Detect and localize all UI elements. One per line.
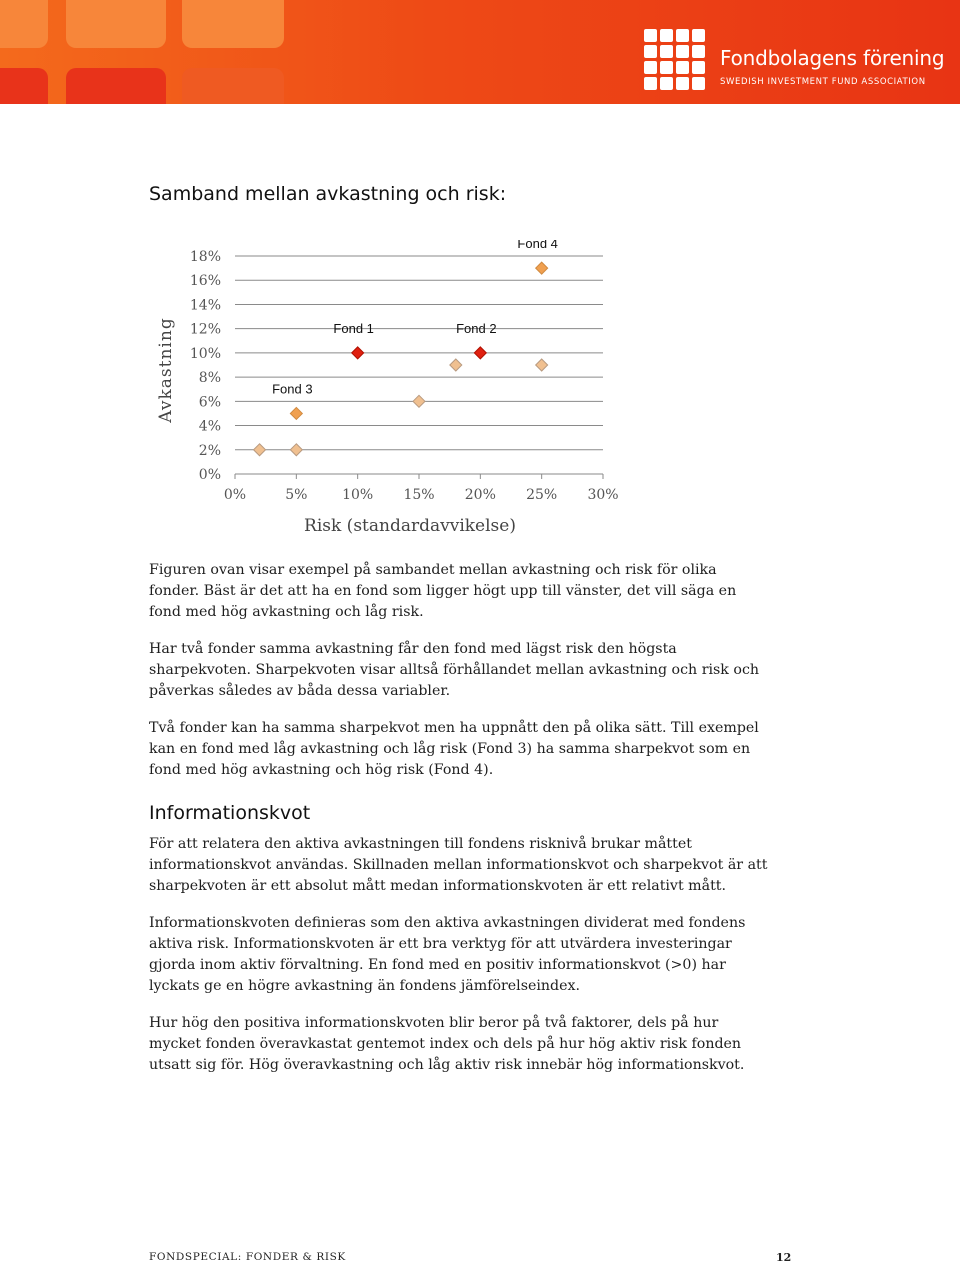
data-label: Fond 1 — [333, 320, 374, 336]
logo-square — [692, 45, 705, 58]
y-tick-label: 14% — [189, 297, 221, 314]
data-point — [536, 262, 548, 274]
logo-square — [660, 29, 673, 42]
y-tick-label: 16% — [189, 273, 221, 290]
y-tick-label: 18% — [189, 249, 221, 265]
data-point — [290, 407, 302, 419]
paragraph: Informationskvoten definieras som den aktiva avkastningen dividerat med fondens aktiva risk. Informationskvoten är ett bra verktyg för att utvärdera investeringar gjorda inom aktiv förvaltning. En fond med en positiv informationskvot (>0) har lyckats ge en högre avkastning än fondens jämförelseindex. — [149, 915, 746, 994]
header-banner — [0, 0, 960, 104]
x-axis-title: Risk (standardavvikelse) — [304, 516, 516, 536]
data-label: Fond 3 — [272, 381, 313, 397]
x-tick-label: 10% — [342, 487, 374, 503]
logo-square — [676, 45, 689, 58]
y-tick-label: 4% — [198, 418, 221, 435]
y-tick-label: 10% — [189, 345, 221, 362]
data-point — [290, 444, 302, 456]
logo-square — [692, 29, 705, 42]
logo-square — [644, 77, 657, 90]
x-tick-label: 30% — [587, 487, 619, 503]
paragraph: Figuren ovan visar exempel på sambandet mellan avkastning och risk för olika fonder. Bäst är det att ha en fond som ligger högt upp till vänster, det vill säga en fond med hög avkastning och låg risk. — [149, 562, 737, 620]
banner-decoration — [66, 0, 166, 48]
logo-square — [692, 61, 705, 74]
subheading-informationskvot: Informationskvot — [149, 802, 311, 824]
logo-square — [644, 45, 657, 58]
logo-square — [676, 61, 689, 74]
footer-label: FONDSPECIAL: FONDER & RISK — [149, 1251, 346, 1263]
data-point — [254, 444, 266, 456]
data-point — [536, 359, 548, 371]
banner-decoration — [182, 0, 284, 48]
x-tick-label: 0% — [223, 487, 247, 503]
org-tagline: SWEDISH INVESTMENT FUND ASSOCIATION — [720, 77, 926, 87]
logo-square — [660, 77, 673, 90]
page-number: 12 — [776, 1251, 792, 1264]
data-point — [474, 347, 486, 359]
section-title: Samband mellan avkastning och risk: — [149, 183, 507, 205]
paragraph: Två fonder kan ha samma sharpekvot men ha uppnått den på olika sätt. Till exempel kan en fond med låg avkastning och låg risk (Fond 3) ha samma sharpekvot som en fond med hög avkastning och hög risk (Fond 4). — [149, 720, 759, 778]
x-tick-label: 15% — [403, 487, 435, 503]
banner-decoration — [0, 68, 48, 104]
y-tick-label: 0% — [198, 467, 221, 483]
x-tick-label: 25% — [526, 487, 558, 503]
data-point — [450, 359, 462, 371]
y-tick-label: 6% — [198, 394, 221, 411]
data-point — [413, 395, 425, 407]
data-point — [352, 347, 364, 359]
paragraph: Hur hög den positiva informationskvoten blir beror på två faktorer, dels på hur mycket fonden överavkastat gentemot index och dels på hur hög aktiv risk fonden utsatt sig för. Hög överavkastning och låg aktiv risk innebär hög informationskvot. — [149, 1015, 745, 1073]
x-tick-label: 5% — [285, 487, 308, 503]
logo-square — [644, 61, 657, 74]
y-tick-label: 2% — [198, 442, 221, 459]
paragraph: Har två fonder samma avkastning får den fond med lägst risk den högsta sharpekvoten. Sharpekvoten visar alltså förhållandet mellan avkastning och risk och påverkas således av båda dessa variabler. — [149, 641, 760, 699]
y-tick-label: 8% — [198, 370, 221, 387]
paragraph: För att relatera den aktiva avkastningen till fondens risknivå brukar måttet informationskvot användas. Skillnaden mellan informationskvot och sharpekvot är att sharpekvoten är ett absolut mått medan informationskvoten är ett relativt mått. — [149, 836, 768, 894]
org-name: Fondbolagens förening — [720, 46, 945, 70]
y-tick-label: 12% — [189, 321, 221, 338]
logo-square — [660, 45, 673, 58]
logo-square — [644, 29, 657, 42]
logo-square — [692, 77, 705, 90]
y-axis-title: Avkastning — [156, 317, 176, 423]
data-label: Fond 2 — [456, 320, 497, 336]
logo-square — [676, 77, 689, 90]
grid-squares-logo-icon — [644, 29, 706, 91]
banner-decoration — [0, 0, 48, 48]
logo-square — [676, 29, 689, 42]
x-tick-label: 20% — [464, 487, 496, 503]
risk-return-scatter-chart — [140, 240, 640, 540]
logo-square — [660, 61, 673, 74]
data-label: Fond 4 — [517, 240, 558, 252]
banner-decoration — [182, 68, 284, 104]
banner-decoration — [66, 68, 166, 104]
